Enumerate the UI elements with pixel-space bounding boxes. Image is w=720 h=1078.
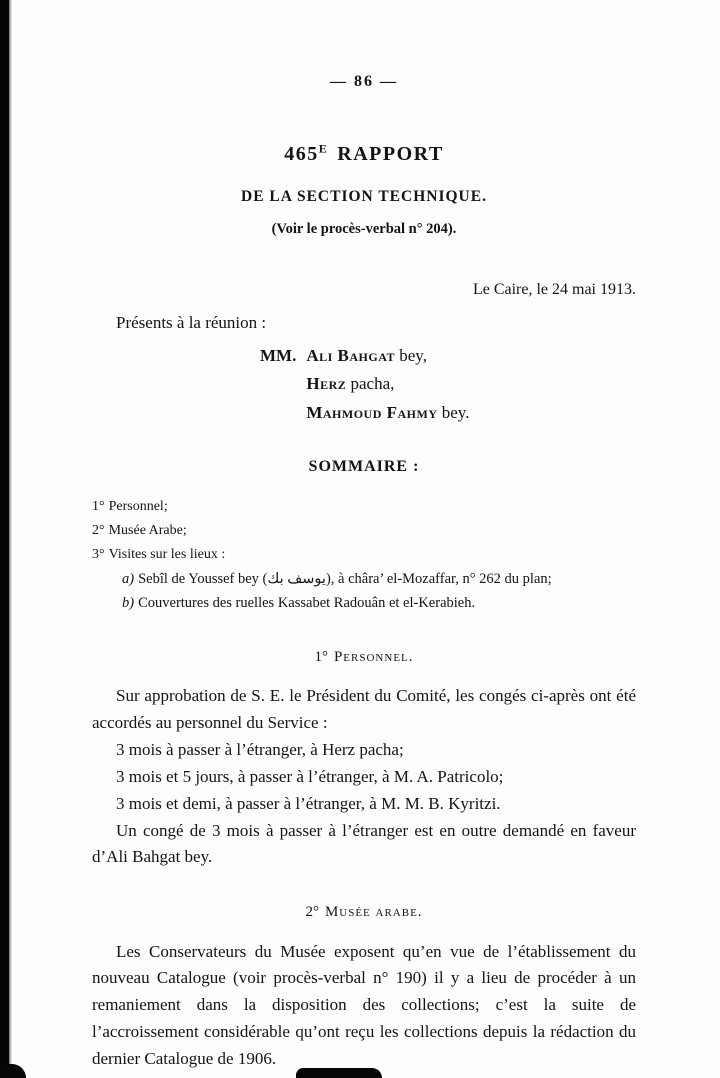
report-title-word: RAPPORT (337, 142, 444, 165)
presents-label: Présents à la réunion : (116, 313, 267, 333)
sommaire-heading: SOMMAIRE : (308, 457, 420, 475)
attendee-line (306, 399, 469, 427)
attendees-list (260, 342, 636, 426)
attendee-line (306, 370, 469, 398)
sommaire-item-text: Musée Arabe; (108, 523, 187, 539)
sommaire-item-marker: 1° (92, 499, 105, 515)
leave-line: 3 mois et demi, à passer à l’étranger, à M. M. B. Kyritzi. (116, 793, 501, 813)
section1-heading-text: Personnel. (333, 649, 414, 666)
sommaire-item-marker: 2° (92, 523, 105, 539)
proces-verbal-reference: (Voir le procès-verbal n° 204). (271, 220, 457, 237)
attendee-suffix: bey. (441, 402, 470, 422)
attendees-prefix: MM. (260, 346, 297, 366)
scan-corner-artifact (0, 1064, 26, 1078)
attendees-names (306, 342, 469, 426)
scan-edge-artifact (0, 0, 9, 1078)
attendee-line (306, 342, 469, 370)
attendee-name: Herz (306, 374, 347, 394)
leave-line: 3 mois et 5 jours, à passer à l’étranger, à M. A. Patricolo; (116, 766, 504, 786)
sommaire-subitem-marker: b) (122, 595, 135, 612)
section2-heading (92, 901, 636, 924)
sommaire-item-marker: 3° (92, 546, 105, 562)
attendee-name: Ali Bahgat (306, 346, 395, 366)
report-subtitle: DE LA SECTION TECHNIQUE. (241, 187, 487, 205)
sommaire-item (92, 495, 636, 519)
section1-closing-paragraph: Un congé de 3 mois à passer à l’étranger est en outre demandé en faveur d’Ali Bahgat bey. (92, 820, 636, 867)
sommaire-item (92, 543, 636, 567)
sommaire-item-text: Visites sur les lieux : (108, 546, 226, 562)
sommaire-item (92, 519, 636, 543)
report-title-exponent: E (318, 141, 329, 156)
section1-intro-paragraph: Sur approbation de S. E. le Président du Comité, les congés ci-après ont été accordés au personnel du Service : (92, 686, 636, 733)
dateline: Le Caire, le 24 mai 1913. (472, 281, 636, 299)
section2-heading-marker: 2° (305, 904, 319, 921)
sommaire-list (92, 495, 636, 616)
sommaire-subitem-text: Sebîl de Youssef bey (يوسف بك), à châra’ el-Mozaffar, n° 262 du plan; (138, 570, 552, 587)
attendee-suffix: pacha, (350, 374, 395, 394)
sommaire-subitem-marker: a) (122, 570, 135, 587)
section1-heading (92, 646, 636, 669)
report-title-number: 465 (284, 142, 319, 165)
page-number: — 86 — (330, 73, 398, 90)
attendee-name: Mahmoud Fahmy (306, 402, 438, 422)
leave-line: 3 mois à passer à l’étranger, à Herz pacha; (116, 740, 404, 759)
section1-heading-marker: 1° (314, 649, 328, 666)
attendee-suffix: bey, (399, 346, 427, 366)
scan-edge-shadow-artifact (9, 0, 12, 1078)
section2-paragraph: Les Conservateurs du Musée exposent qu’en vue de l’établissement du nouveau Catalogue (voir procès-verbal n° 190) il y a lieu de procéder à un remaniement dans la disposition des collections; c’est la suite de l’accroissement considérable qu’ont reçu les collections depuis la rédaction du dernier Catalogue de 1906. (92, 941, 636, 1068)
report-title (92, 139, 636, 170)
sommaire-subitem (122, 591, 636, 616)
sommaire-subitem (122, 567, 636, 592)
section2-heading-text: Musée arabe. (324, 904, 423, 921)
sommaire-item-text: Personnel; (108, 499, 168, 515)
sommaire-subitem-text: Couvertures des ruelles Kassabet Radouân et el-Kerabieh. (138, 595, 476, 612)
document-page (92, 0, 636, 1073)
